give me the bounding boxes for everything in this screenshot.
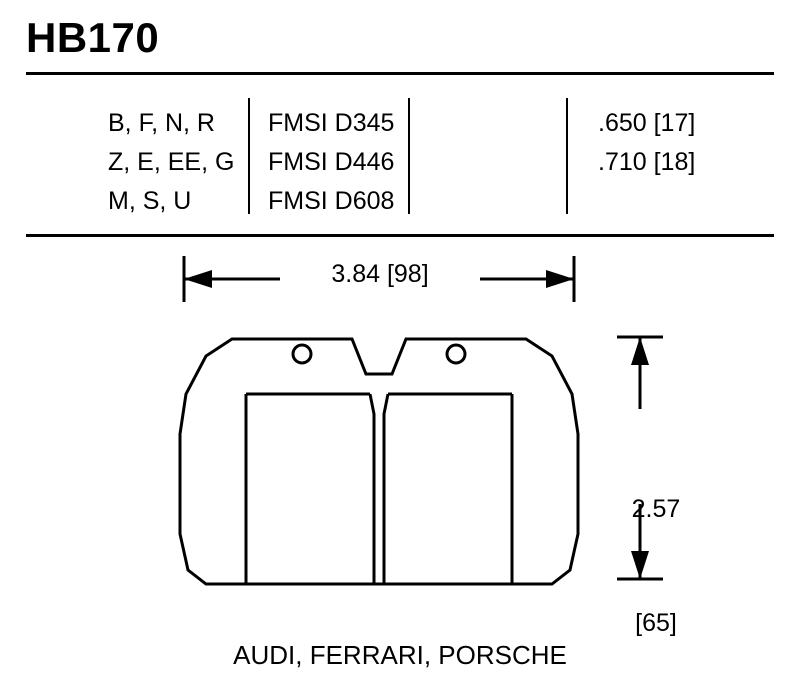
pad-outline [180, 339, 578, 584]
table-divider-1 [248, 98, 250, 214]
table-divider-3 [566, 98, 568, 214]
mounting-holes [293, 345, 465, 363]
fmsi-row: FMSI D608 [268, 187, 395, 215]
vehicle-applications: AUDI, FERRARI, PORSCHE [233, 640, 567, 670]
pad-detail-lines [246, 394, 512, 584]
compound-row: B, F, N, R [108, 109, 215, 137]
height-dimension-value: 2.57 [631, 495, 681, 523]
table-divider-2 [408, 98, 410, 214]
divider-top [26, 72, 774, 75]
spec-table [26, 80, 774, 230]
height-dimension-metric: [65] [635, 609, 677, 637]
thickness-row: .710 [18] [598, 148, 696, 176]
thickness-column [598, 104, 778, 182]
brake-pad-drawing [0, 234, 800, 637]
width-dimension-label: 3.84 [98] [331, 260, 429, 288]
fmsi-column [268, 104, 408, 221]
fmsi-row: FMSI D345 [268, 109, 395, 137]
page-title: HB170 [26, 14, 160, 61]
fmsi-row: FMSI D446 [268, 148, 395, 176]
compound-column [108, 104, 248, 221]
compound-row: M, S, U [108, 187, 192, 215]
thickness-row: .650 [17] [598, 109, 696, 137]
compound-row: Z, E, EE, G [108, 148, 235, 176]
